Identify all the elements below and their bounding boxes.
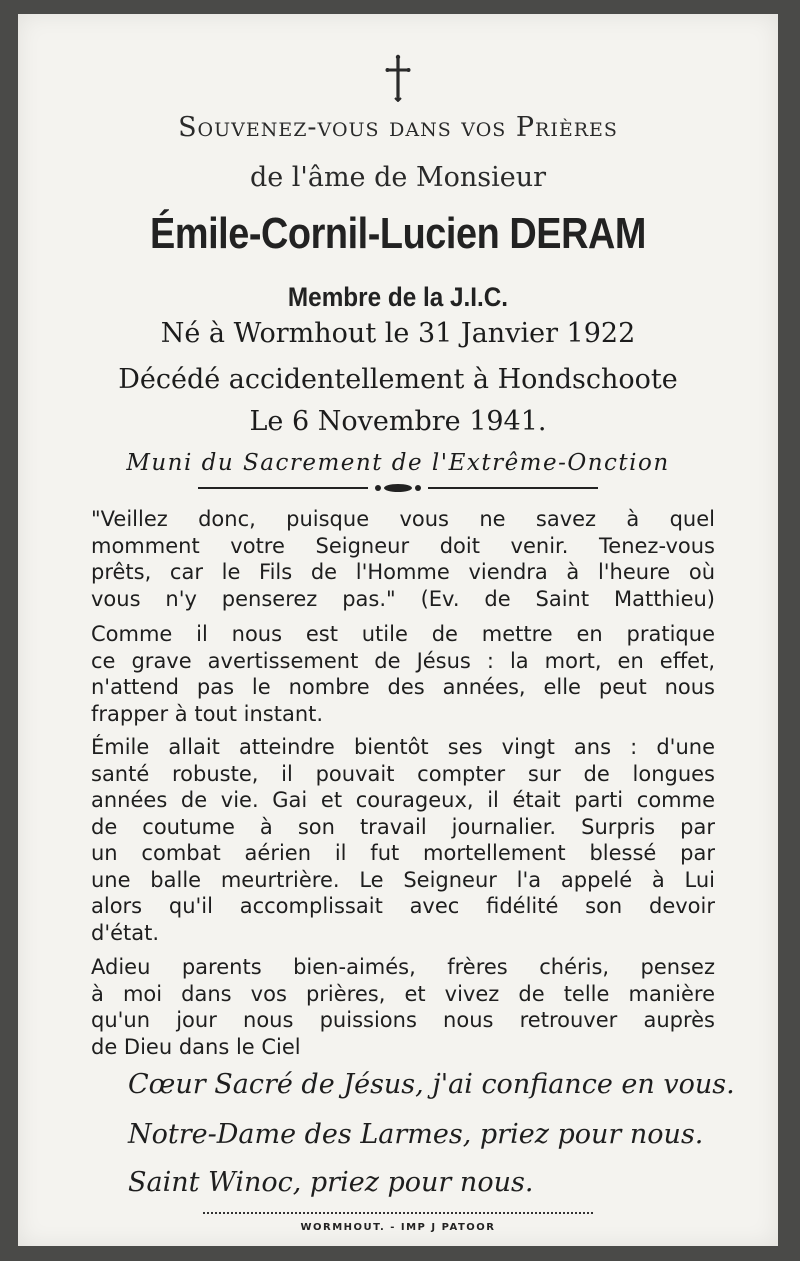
text-line: qu'un jour nous puissions nous retrouver auprès [91, 1008, 715, 1032]
text-line: prêts, car le Fils de l'Homme viendra à l'heure où [91, 560, 715, 584]
prayer-notre-dame: Notre-Dame des Larmes, priez pour nous. [128, 1119, 704, 1150]
paragraph-warning [91, 621, 715, 727]
prayer-saint-winoc: Saint Winoc, priez pour nous. [128, 1167, 534, 1198]
text-line: Émile allait atteindre bientôt ses vingt ans : d'une [91, 735, 715, 759]
text-line: de Dieu dans le Ciel [91, 1034, 301, 1059]
dotted-divider [203, 1212, 593, 1214]
text-line: n'attend pas le nombre des années, elle peut nous [91, 675, 715, 699]
text-line: ce grave avertissement de Jésus : la mort, en effet, [91, 648, 715, 673]
text-line: vous n'y penserez pas." (Ev. de Saint Matthieu) [91, 586, 715, 611]
memorial-card [18, 14, 778, 1246]
cross-icon [18, 54, 778, 106]
death-date: Le 6 Novembre 1941. [249, 406, 547, 437]
text-line: alors qu'il accomplissait avec fidélité son devoir [91, 894, 715, 918]
paragraph-scripture [91, 506, 715, 612]
text-line: santé robuste, il pouvait compter sur de longues [91, 761, 715, 786]
paragraph-farewell [91, 954, 715, 1060]
text-line: d'état. [91, 920, 160, 945]
text-line: de coutume à son travail journalier. Surpris par [91, 814, 715, 839]
membership: Membre de la J.I.C. [287, 282, 509, 312]
text-line: années de vie. Gai et courageux, il était parti comme [91, 788, 715, 812]
paragraph-biography [91, 734, 715, 946]
text-line: un combat aérien il fut mortellement blessé par [91, 841, 715, 865]
prayer-sacred-heart: Cœur Sacré de Jésus, j'ai confiance en vous. [128, 1069, 735, 1100]
text-line: Comme il nous est utile de mettre en pratique [91, 622, 715, 646]
ame-line: de l'âme de Monsieur [249, 162, 547, 193]
death-line: Décédé accidentellement à Hondschoote [118, 364, 678, 395]
birth-line: Né à Wormhout le 31 Janvier 1922 [160, 318, 636, 349]
text-line: frapper à tout instant. [91, 701, 324, 726]
heading: Souvenez-vous dans vos Prières [178, 112, 618, 143]
printer-imprint: WORMHOUT. - IMP J PATOOR [300, 1222, 496, 1233]
text-line: une balle meurtrière. Le Seigneur l'a appelé à Lui [91, 867, 715, 892]
text-line: Adieu parents bien-aimés, frères chéris, pensez [91, 955, 715, 979]
sacrement-line: Muni du Sacrement de l'Extrême-Onction [126, 450, 670, 476]
ornament-divider [198, 480, 598, 494]
text-line: momment votre Seigneur doit venir. Tenez-vous [91, 533, 715, 558]
text-line: à moi dans vos prières, et vivez de telle manière [91, 981, 715, 1006]
deceased-name: Émile-Cornil-Lucien DERAM [150, 209, 646, 258]
text-line: "Veillez donc, puisque vous ne savez à quel [91, 507, 715, 531]
